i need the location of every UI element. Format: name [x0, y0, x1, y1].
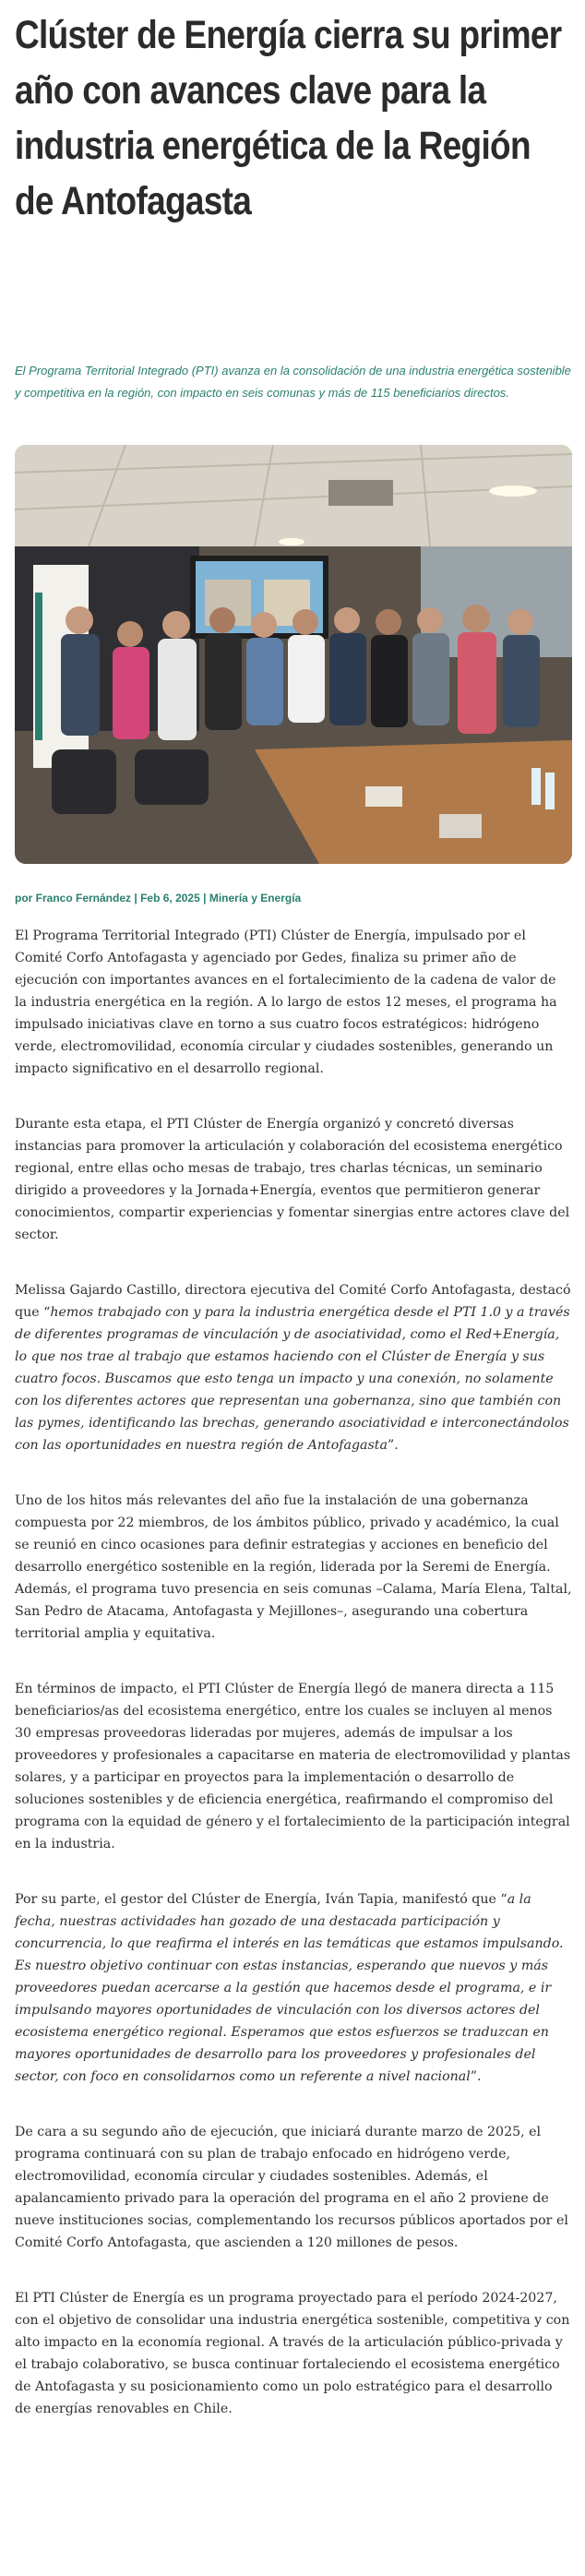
group-photo-illustration [15, 445, 572, 864]
meta-separator: | [203, 892, 207, 905]
category-link[interactable]: Minería y Energía [209, 892, 302, 905]
article-lead: El Programa Territorial Integrado (PTI) avanza en la consolidación de una industria energética sostenible y competitiva en la región, con impacto en seis comunas y más de 115 beneficiarios directos. [15, 364, 571, 400]
paragraph [15, 1279, 572, 1456]
paragraph: De cara a su segundo año de ejecución, que iniciará durante marzo de 2025, el programa continuará con su plan de trabajo enfocado en hidrógeno verde, electromovilidad, economía circular y ciudades sostenibles. Además, el apalancamiento privado para la operación del programa en el año 2 proviene de nueve instituciones socias, complementando los recursos públicos aportados por el Comité Corfo Antofagasta, que ascienden a 120 millones de pesos. [15, 2125, 568, 2250]
article [15, 0, 572, 2416]
article-photo [15, 445, 572, 864]
quote: a la fecha, nuestras actividades han gozado de una destacada participación y concurrencia, lo que reafirma el interés en las temáticas que estamos impulsando. Es nuestro objetivo continuar con estas instancias, esperando que nuevos y más proveedores puedan acercarse a la gestión que hacemos desde el programa, e ir impulsando mayores oportunidades de vinculación con los diversos actores del ecosistema energético regional. Esperamos que estos esfuerzos se traduzcan en mayores oportunidades de desarrollo para los proveedores y profesionales del sector, con foco en consolidarnos como un referente a nivel nacional [15, 1892, 564, 2084]
paragraph-text: ”. [387, 1438, 399, 1453]
paragraph: El PTI Clúster de Energía es un programa proyectado para el período 2024-2027, con el objetivo de consolidar una industria energética sostenible, competitiva y con alto impacto en la economía regional. A través de la articulación público-privada y el trabajo colaborativo, se busca continuar fortaleciendo el ecosistema energético de Antofagasta y su posicionamiento como un polo estratégico para el desarrollo de energías renovables en Chile. [15, 2291, 570, 2416]
article-title: Clúster de Energía cierra su primer año con avances clave para la industria energética de la Región de Antofagasta [15, 13, 562, 223]
paragraph: El Programa Territorial Integrado (PTI) Clúster de Energía, impulsado por el Comité Corfo Antofagasta y agenciado por Gedes, finaliza su primer año de ejecución con importantes avances en el fortalecimiento de la cadena de valor de la industria energética en la región. A lo largo de estos 12 meses, el programa ha impulsado iniciativas clave en torno a sus cuatro focos estratégicos: hidrógeno verde, electromovilidad, economía circular y ciudades sostenibles, generando un impacto significativo en el desarrollo regional. [15, 929, 557, 1076]
publish-date: Feb 6, 2025 [140, 892, 200, 905]
article-body [15, 925, 572, 2453]
paragraph: En términos de impacto, el PTI Clúster de Energía llegó de manera directa a 115 beneficiarios/as del ecosistema energético, entre los cuales se incluyen al menos 30 empresas proveedoras lideradas por mujeres, además de impulsar a los proveedores y profesionales a capacitarse en materia de electromovilidad y plantas solares, y a participar en proyectos para la implementación o desarrollo de soluciones sostenibles y de eficiencia energética, reafirmando el compromiso del programa con la equidad de género y el fortalecimiento de la participación integral en la industria. [15, 1682, 571, 1851]
paragraph: Durante esta etapa, el PTI Clúster de Energía organizó y concretó diversas instancias para promover la articulación y colaboración del ecosistema energético regional, entre ellas ocho mesas de trabajo, tres charlas técnicas, un seminario dirigido a proveedores y la Jornada+Energía, eventos que permitieron generar conocimientos, compartir experiencias y fomentar sinergias entre actores clave del sector. [15, 1117, 570, 1242]
author-link[interactable]: por Franco Fernández [15, 892, 132, 905]
paragraph-text: Por su parte, el gestor del Clúster de Energía, Iván Tapia, manifestó que “ [15, 1892, 507, 1907]
meta-separator: | [134, 892, 137, 905]
paragraph: Uno de los hitos más relevantes del año fue la instalación de una gobernanza compuesta por 22 miembros, de los ámbitos público, privado y académico, la cual se reunió en cinco ocasiones para definir estrategias y acciones en beneficio del desarrollo energético sostenible en la región, liderada por la Seremi de Energía. Además, el programa tuvo presencia en seis comunas –Calama, María Elena, Taltal, San Pedro de Atacama, Antofagasta y Mejillones–, asegurando una cobertura territorial amplia y equitativa. [15, 1493, 572, 1641]
quote: hemos trabajado con y para la industria energética desde el PTI 1.0 y a través de diferentes programas de vinculación y de asociatividad, como el Red+Energía, lo que nos trae al trabajo que estamos haciendo con el Clúster de Energía y sus cuatro focos. Buscamos que esto tenga un impacto y una conexión, no solamente con los diferentes actores que representan una gobernanza, sino que también con las pymes, identificando las brechas, generando asociatividad e interconectándolos con las oportunidades en nuestra región de Antofagasta [15, 1305, 570, 1453]
paragraph-text: ”. [470, 2069, 482, 2084]
article-meta [15, 892, 301, 905]
paragraph [15, 1888, 572, 2088]
paragraph-text: Melissa Gajardo Castillo, directora ejecutiva del Comité Corfo Antofagasta, destacó que “ [15, 1283, 571, 1320]
